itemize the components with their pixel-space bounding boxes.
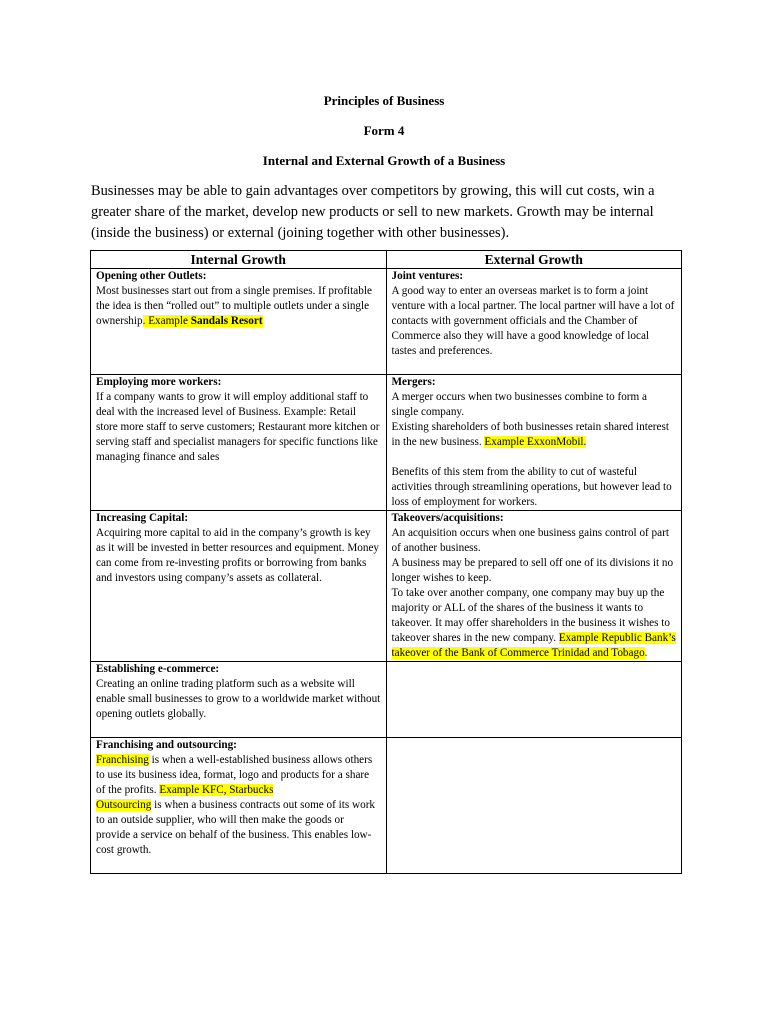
cell-text: A good way to enter an overseas market is to form a joint venture with a local partner. The local partner will have a lot of contacts with government officials and the Chamber of Commerce also they will have a good knowledge of local tastes and preferences. <box>391 285 675 357</box>
cell-empty <box>386 738 682 874</box>
cell-title: Opening other Outlets: <box>96 270 207 282</box>
cell-body-end: . <box>644 647 648 659</box>
table-row <box>91 269 682 375</box>
cell-employing-workers <box>91 375 387 511</box>
table-row <box>91 511 682 662</box>
external-growth-header: External Growth <box>386 251 682 269</box>
cell-takeovers <box>386 511 682 662</box>
cell-body: Existing shareholders of both businesses retain shared interest in the new business. <box>391 421 669 448</box>
cell-text: Creating an online trading platform such as a website will enable small businesses to grow to a worldwide market without opening outlets globally. <box>96 678 381 720</box>
cell-title: Mergers: <box>391 376 436 388</box>
table-row <box>91 375 682 511</box>
highlight-text: . Example <box>142 315 191 327</box>
cell-title: Joint ventures: <box>391 270 464 282</box>
highlight-term: Franchising <box>96 754 149 766</box>
cell-joint-ventures <box>386 269 682 375</box>
intro-paragraph: Businesses may be able to gain advantages over competitors by growing, this will cut costs, win a greater share of the market, develop new products or sell to new markets. Growth may be internal (inside the business) or external (joining together with other businesses). <box>91 183 655 241</box>
table-row <box>91 738 682 874</box>
highlight-example: Sandals Resort <box>190 315 263 327</box>
cell-text: A business may be prepared to sell off one of its divisions it no longer wishes to keep. <box>391 557 674 584</box>
subject-heading: Principles of Business <box>323 93 445 108</box>
highlight-term: Outsourcing <box>96 799 152 811</box>
growth-table <box>90 250 682 874</box>
highlight-example: Example Republic Bank’s takeover of the Bank of Commerce Trinidad and Tobago <box>391 632 676 659</box>
topic-heading: Internal and External Growth of a Business <box>262 153 506 168</box>
cell-ecommerce <box>91 662 387 738</box>
highlight-example: Example KFC, Starbucks <box>159 784 274 796</box>
table-row <box>91 662 682 738</box>
highlight-example: Example ExxonMobil. <box>484 436 587 448</box>
cell-body: Most businesses start out from a single premises. If profitable the idea is then “rolled out” to multiple outlets under a single ownership <box>96 285 372 327</box>
cell-text: If a company wants to grow it will employ additional staff to deal with the increased level of Business. Example: Retail store more staff to serve customers; Restaurant more kitchen or serving staff and specialist managers for specific functions like managing finance and sales <box>96 391 380 463</box>
cell-text <box>96 753 381 798</box>
cell-body: To take over another company, one company may buy up the majority or ALL of the shares of the business it wants to takeover. It may offer shareholders in the business it wishes to takeover shares in the new company. <box>391 587 670 644</box>
cell-opening-outlets <box>91 269 387 375</box>
cell-title: Employing more workers: <box>96 376 222 388</box>
spacer <box>392 450 677 465</box>
cell-text <box>392 420 677 450</box>
cell-text: An acquisition occurs when one business gains control of part of another business. <box>391 527 669 554</box>
cell-mergers <box>386 375 682 511</box>
cell-text: A merger occurs when two businesses combine to form a single company. <box>391 391 647 418</box>
cell-text <box>96 284 381 329</box>
cell-body: is when a well-established business allows others to use its business idea, format, logo and products for a share of the profits. <box>96 754 373 796</box>
cell-text <box>96 798 381 858</box>
cell-title: Franchising and outsourcing: <box>96 739 237 751</box>
cell-text: Acquiring more capital to aid in the company’s growth is key as it will be invested in better resources and equipment. Money can come from re-investing profits or borrowing from banks and investors using company’s assets as collateral. <box>96 527 380 584</box>
cell-title: Increasing Capital: <box>96 512 189 524</box>
cell-text: Benefits of this stem from the ability to cut of wasteful activities through streamlining operations, but however lead to loss of employment for workers. <box>391 466 672 508</box>
cell-franchising <box>91 738 387 874</box>
cell-empty <box>386 662 682 738</box>
cell-title: Establishing e-commerce: <box>96 663 220 675</box>
form-heading: Form 4 <box>363 123 405 138</box>
cell-increasing-capital <box>91 511 387 662</box>
cell-title: Takeovers/acquisitions: <box>391 512 504 524</box>
internal-growth-header: Internal Growth <box>91 251 387 269</box>
cell-body: is when a business contracts out some of its work to an outside supplier, who will then make the goods or provide a service on behalf of the business. This enables low-cost growth. <box>96 799 376 856</box>
cell-text <box>392 586 677 661</box>
